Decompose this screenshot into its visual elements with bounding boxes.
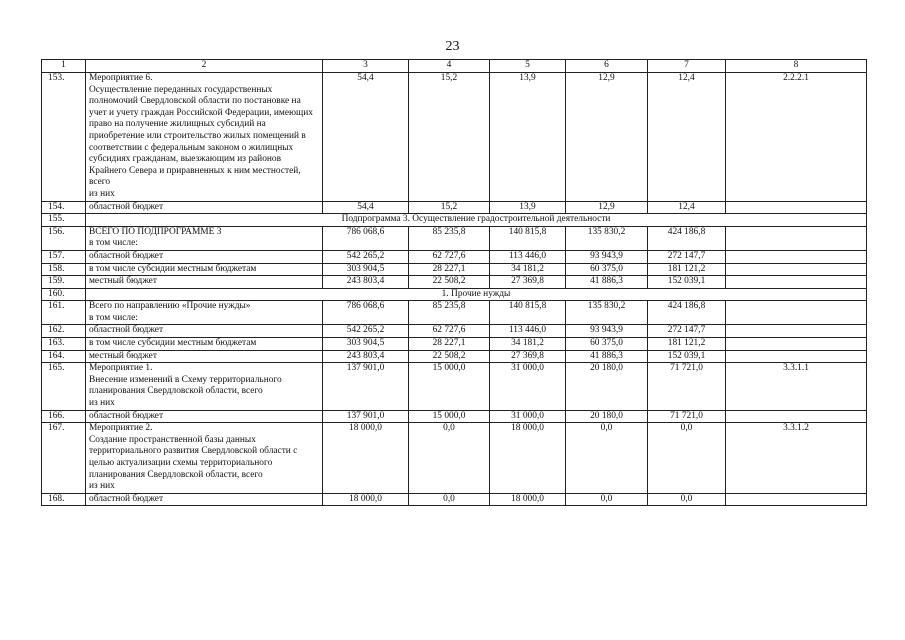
section-row	[42, 288, 867, 301]
target-code	[726, 250, 867, 263]
table-row	[42, 350, 867, 363]
value-col6: 20 180,0	[566, 363, 648, 410]
value-col5: 18 000,0	[490, 493, 566, 506]
row-number: 164.	[42, 350, 86, 363]
row-number: 161.	[42, 301, 86, 325]
value-col3: 54,4	[323, 201, 409, 214]
value-col5: 27 369,8	[490, 276, 566, 289]
value-col3: 18 000,0	[323, 423, 409, 494]
column-number: 5	[490, 60, 566, 73]
row-name: ВСЕГО ПО ПОДПРОГРАММЕ 3 в том числе:	[86, 226, 323, 250]
value-col6: 41 886,3	[566, 350, 648, 363]
row-number: 162.	[42, 325, 86, 338]
row-name: местный бюджет	[86, 350, 323, 363]
target-code	[726, 276, 867, 289]
row-number: 156.	[42, 226, 86, 250]
value-col7: 272 147,7	[648, 250, 726, 263]
section-title: 1. Прочие нужды	[86, 288, 867, 301]
table-row	[42, 263, 867, 276]
row-number: 163.	[42, 338, 86, 351]
value-col7: 71 721,0	[648, 363, 726, 410]
target-code: 2.2.2.1	[726, 73, 867, 202]
value-col5: 27 369,8	[490, 350, 566, 363]
target-code	[726, 338, 867, 351]
table-row	[42, 201, 867, 214]
value-col4: 15 000,0	[409, 363, 490, 410]
target-code	[726, 410, 867, 423]
value-col5: 18 000,0	[490, 423, 566, 494]
column-number: 3	[323, 60, 409, 73]
value-col5: 113 446,0	[490, 250, 566, 263]
row-name: Мероприятие 1. Внесение изменений в Схему территориального планирования Свердловской области, всего из них	[86, 363, 323, 410]
value-col5: 31 000,0	[490, 410, 566, 423]
target-code	[726, 201, 867, 214]
row-number: 165.	[42, 363, 86, 410]
value-col3: 137 901,0	[323, 363, 409, 410]
row-name: областной бюджет	[86, 493, 323, 506]
value-col4: 15,2	[409, 73, 490, 202]
value-col7: 181 121,2	[648, 263, 726, 276]
value-col7: 424 186,8	[648, 226, 726, 250]
table-row	[42, 363, 867, 410]
value-col3: 243 803,4	[323, 276, 409, 289]
table-row	[42, 325, 867, 338]
value-col7: 152 039,1	[648, 276, 726, 289]
row-name: Мероприятие 6. Осуществление переданных государственных полномочий Свердловской области по постановке на учет и учету граждан Российской Федерации, имеющих право на получение жилищных субсидий на приобретение или строительство жилых помещений в соответствии с федеральным законом о жилищных субсидиях гражданам, выезжающим из районов Крайнего Севера и приравненных к ним местностей, всего из них	[86, 73, 323, 202]
value-col5: 113 446,0	[490, 325, 566, 338]
value-col6: 0,0	[566, 423, 648, 494]
value-col6: 93 943,9	[566, 250, 648, 263]
value-col3: 303 904,5	[323, 263, 409, 276]
value-col4: 0,0	[409, 423, 490, 494]
value-col7: 152 039,1	[648, 350, 726, 363]
value-col7: 424 186,8	[648, 301, 726, 325]
column-number-row	[42, 60, 867, 73]
value-col4: 22 508,2	[409, 276, 490, 289]
value-col4: 62 727,6	[409, 250, 490, 263]
value-col6: 12,9	[566, 73, 648, 202]
budget-table	[41, 59, 867, 506]
value-col6: 12,9	[566, 201, 648, 214]
value-col5: 34 181,2	[490, 338, 566, 351]
row-name: местный бюджет	[86, 276, 323, 289]
row-number: 153.	[42, 73, 86, 202]
table-row	[42, 301, 867, 325]
row-number: 154.	[42, 201, 86, 214]
section-title: Подпрограмма 3. Осуществление градостроительной деятельности	[86, 214, 867, 227]
value-col7: 181 121,2	[648, 338, 726, 351]
row-number: 158.	[42, 263, 86, 276]
value-col6: 135 830,2	[566, 226, 648, 250]
column-number: 2	[86, 60, 323, 73]
column-number: 4	[409, 60, 490, 73]
value-col7: 272 147,7	[648, 325, 726, 338]
page-number: 23	[445, 39, 460, 54]
column-number: 1	[42, 60, 86, 73]
value-col4: 22 508,2	[409, 350, 490, 363]
column-number: 7	[648, 60, 726, 73]
target-code	[726, 301, 867, 325]
target-code	[726, 350, 867, 363]
value-col4: 62 727,6	[409, 325, 490, 338]
value-col7: 12,4	[648, 201, 726, 214]
value-col3: 542 265,2	[323, 325, 409, 338]
row-name: в том числе субсидии местным бюджетам	[86, 338, 323, 351]
table-row	[42, 493, 867, 506]
value-col3: 18 000,0	[323, 493, 409, 506]
target-code: 3.3.1.1	[726, 363, 867, 410]
table-row	[42, 73, 867, 202]
value-col6: 60 375,0	[566, 263, 648, 276]
table-row	[42, 423, 867, 494]
value-col6: 93 943,9	[566, 325, 648, 338]
value-col4: 85 235,8	[409, 301, 490, 325]
row-number: 168.	[42, 493, 86, 506]
value-col6: 135 830,2	[566, 301, 648, 325]
value-col7: 0,0	[648, 493, 726, 506]
row-name: областной бюджет	[86, 325, 323, 338]
target-code	[726, 493, 867, 506]
table-row	[42, 226, 867, 250]
value-col4: 15,2	[409, 201, 490, 214]
value-col5: 34 181,2	[490, 263, 566, 276]
value-col6: 60 375,0	[566, 338, 648, 351]
value-col7: 0,0	[648, 423, 726, 494]
target-code: 3.3.1.2	[726, 423, 867, 494]
column-number: 6	[566, 60, 648, 73]
value-col7: 71 721,0	[648, 410, 726, 423]
row-number: 157.	[42, 250, 86, 263]
value-col5: 13,9	[490, 201, 566, 214]
row-number: 155.	[42, 214, 86, 227]
value-col6: 20 180,0	[566, 410, 648, 423]
value-col3: 542 265,2	[323, 250, 409, 263]
table-row	[42, 276, 867, 289]
row-number: 166.	[42, 410, 86, 423]
row-name: областной бюджет	[86, 250, 323, 263]
value-col6: 0,0	[566, 493, 648, 506]
value-col5: 140 815,8	[490, 301, 566, 325]
value-col5: 13,9	[490, 73, 566, 202]
value-col6: 41 886,3	[566, 276, 648, 289]
value-col7: 12,4	[648, 73, 726, 202]
value-col3: 137 901,0	[323, 410, 409, 423]
row-name: Всего по направлению «Прочие нужды» в том числе:	[86, 301, 323, 325]
table-row	[42, 250, 867, 263]
row-number: 159.	[42, 276, 86, 289]
table-row	[42, 338, 867, 351]
value-col4: 28 227,1	[409, 338, 490, 351]
row-number: 167.	[42, 423, 86, 494]
value-col4: 85 235,8	[409, 226, 490, 250]
value-col3: 786 068,6	[323, 226, 409, 250]
section-row	[42, 214, 867, 227]
row-number: 160.	[42, 288, 86, 301]
value-col5: 31 000,0	[490, 363, 566, 410]
row-name: в том числе субсидии местным бюджетам	[86, 263, 323, 276]
table-row	[42, 410, 867, 423]
value-col3: 243 803,4	[323, 350, 409, 363]
value-col4: 0,0	[409, 493, 490, 506]
target-code	[726, 325, 867, 338]
value-col3: 303 904,5	[323, 338, 409, 351]
value-col3: 54,4	[323, 73, 409, 202]
column-number: 8	[726, 60, 867, 73]
target-code	[726, 226, 867, 250]
value-col3: 786 068,6	[323, 301, 409, 325]
value-col4: 28 227,1	[409, 263, 490, 276]
row-name: областной бюджет	[86, 201, 323, 214]
row-name: областной бюджет	[86, 410, 323, 423]
value-col4: 15 000,0	[409, 410, 490, 423]
row-name: Мероприятие 2. Создание пространственной базы данных территориального развития Свердловской области с целью актуализации схемы территориального планирования Свердловской области, всего из них	[86, 423, 323, 494]
target-code	[726, 263, 867, 276]
value-col5: 140 815,8	[490, 226, 566, 250]
